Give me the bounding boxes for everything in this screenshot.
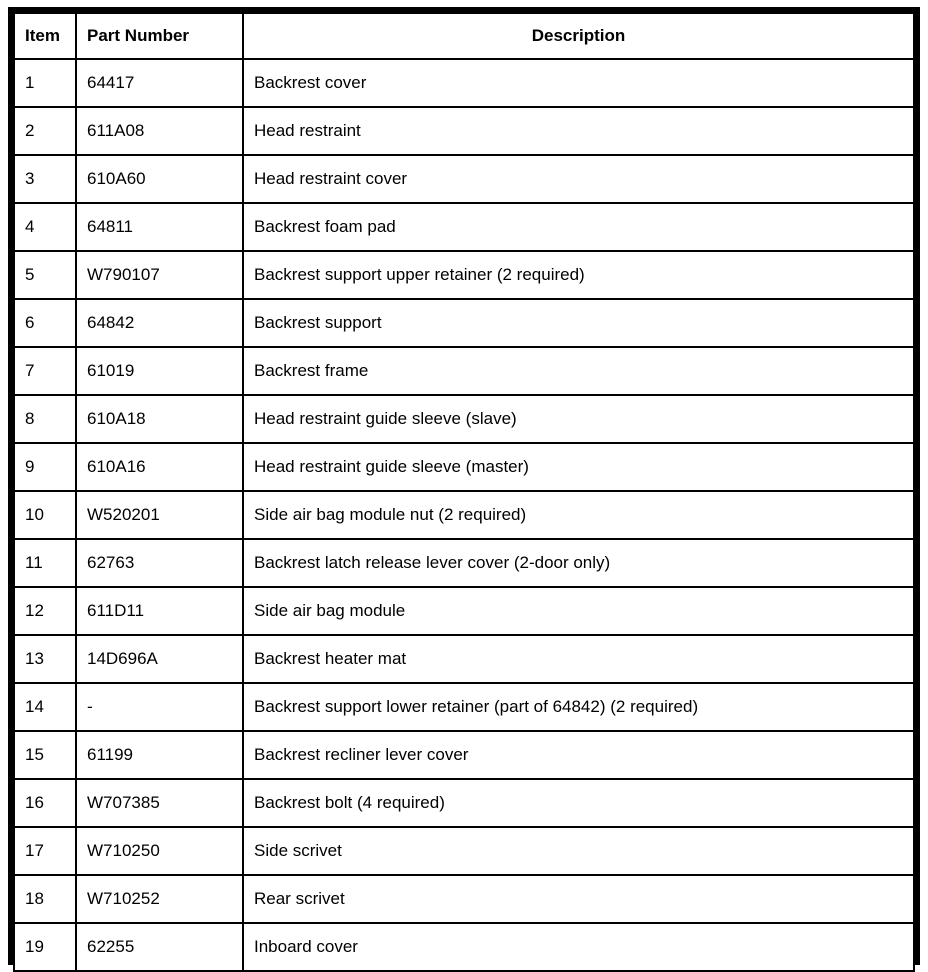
cell-item: 8 <box>14 395 76 443</box>
cell-description: Head restraint <box>243 107 914 155</box>
column-header-part-number: Part Number <box>76 13 243 59</box>
cell-item: 5 <box>14 251 76 299</box>
cell-part-number: 14D696A <box>76 635 243 683</box>
cell-part-number: W710250 <box>76 827 243 875</box>
parts-table <box>13 12 915 972</box>
table-row <box>14 731 914 779</box>
cell-description: Backrest support upper retainer (2 required) <box>243 251 914 299</box>
cell-part-number: 611A08 <box>76 107 243 155</box>
cell-description: Backrest bolt (4 required) <box>243 779 914 827</box>
cell-part-number: W707385 <box>76 779 243 827</box>
table-row <box>14 491 914 539</box>
cell-part-number: 610A16 <box>76 443 243 491</box>
cell-item: 13 <box>14 635 76 683</box>
column-header-item: Item <box>14 13 76 59</box>
cell-item: 6 <box>14 299 76 347</box>
table-row <box>14 635 914 683</box>
cell-item: 10 <box>14 491 76 539</box>
column-header-description: Description <box>243 13 914 59</box>
table-row <box>14 299 914 347</box>
cell-item: 7 <box>14 347 76 395</box>
parts-table-body <box>14 59 914 971</box>
cell-description: Rear scrivet <box>243 875 914 923</box>
cell-item: 14 <box>14 683 76 731</box>
table-row <box>14 155 914 203</box>
cell-description: Backrest frame <box>243 347 914 395</box>
cell-part-number: - <box>76 683 243 731</box>
cell-description: Backrest heater mat <box>243 635 914 683</box>
table-row <box>14 251 914 299</box>
table-row <box>14 59 914 107</box>
cell-part-number: 61019 <box>76 347 243 395</box>
cell-item: 12 <box>14 587 76 635</box>
table-row <box>14 203 914 251</box>
cell-item: 17 <box>14 827 76 875</box>
table-row <box>14 395 914 443</box>
cell-part-number: 64811 <box>76 203 243 251</box>
cell-part-number: 610A60 <box>76 155 243 203</box>
cell-description: Backrest foam pad <box>243 203 914 251</box>
cell-description: Side air bag module <box>243 587 914 635</box>
cell-item: 2 <box>14 107 76 155</box>
table-row <box>14 827 914 875</box>
cell-item: 15 <box>14 731 76 779</box>
cell-description: Backrest cover <box>243 59 914 107</box>
table-header-row <box>14 13 914 59</box>
cell-part-number: 64842 <box>76 299 243 347</box>
cell-item: 3 <box>14 155 76 203</box>
table-row <box>14 539 914 587</box>
cell-item: 19 <box>14 923 76 971</box>
cell-part-number: W710252 <box>76 875 243 923</box>
parts-table-frame <box>8 7 920 965</box>
table-row <box>14 779 914 827</box>
cell-description: Inboard cover <box>243 923 914 971</box>
cell-part-number: 611D11 <box>76 587 243 635</box>
cell-description: Head restraint guide sleeve (slave) <box>243 395 914 443</box>
table-row <box>14 683 914 731</box>
cell-description: Backrest recliner lever cover <box>243 731 914 779</box>
cell-part-number: 62255 <box>76 923 243 971</box>
cell-item: 16 <box>14 779 76 827</box>
table-row <box>14 443 914 491</box>
cell-part-number: W790107 <box>76 251 243 299</box>
table-row <box>14 347 914 395</box>
cell-item: 11 <box>14 539 76 587</box>
cell-part-number: 61199 <box>76 731 243 779</box>
table-row <box>14 587 914 635</box>
cell-description: Side scrivet <box>243 827 914 875</box>
cell-item: 4 <box>14 203 76 251</box>
cell-part-number: W520201 <box>76 491 243 539</box>
cell-part-number: 64417 <box>76 59 243 107</box>
cell-description: Backrest latch release lever cover (2-door only) <box>243 539 914 587</box>
cell-description: Backrest support lower retainer (part of 64842) (2 required) <box>243 683 914 731</box>
cell-description: Head restraint cover <box>243 155 914 203</box>
cell-item: 9 <box>14 443 76 491</box>
cell-description: Head restraint guide sleeve (master) <box>243 443 914 491</box>
table-row <box>14 107 914 155</box>
cell-description: Backrest support <box>243 299 914 347</box>
cell-part-number: 62763 <box>76 539 243 587</box>
cell-item: 1 <box>14 59 76 107</box>
table-row <box>14 875 914 923</box>
table-row <box>14 923 914 971</box>
cell-description: Side air bag module nut (2 required) <box>243 491 914 539</box>
cell-part-number: 610A18 <box>76 395 243 443</box>
cell-item: 18 <box>14 875 76 923</box>
